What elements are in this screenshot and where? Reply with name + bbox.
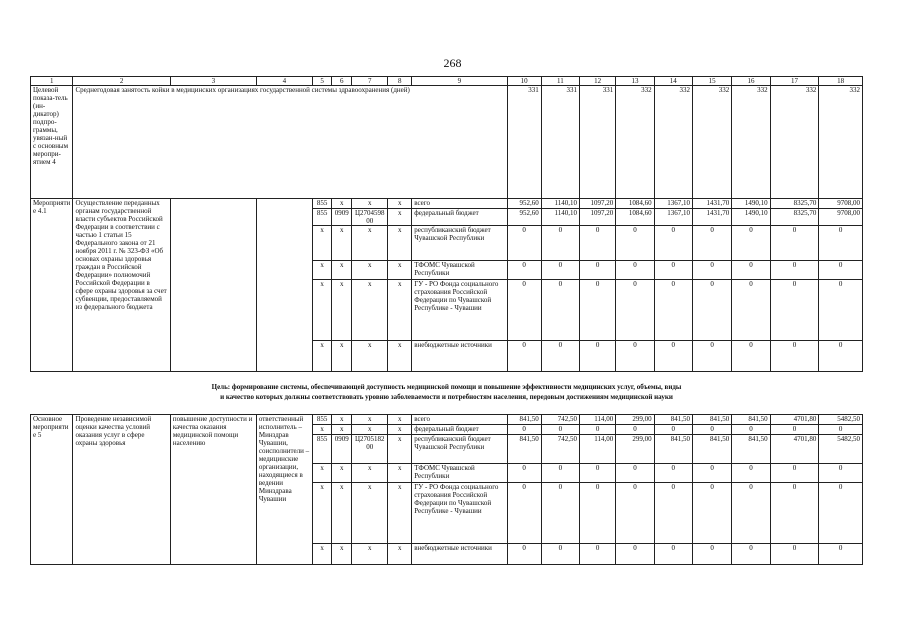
amount-value: 0 (770, 464, 819, 483)
funding-source: всего (412, 415, 507, 425)
amount-value: 0 (507, 483, 541, 544)
amount-value: 1097,20 (580, 199, 616, 209)
amount-value: 4701,80 (770, 415, 819, 425)
amount-value: 841,50 (507, 415, 541, 425)
code-target: x (352, 425, 388, 435)
amount-value: 0 (819, 226, 863, 261)
code-type: x (388, 280, 412, 341)
amount-value: 0 (770, 544, 819, 565)
amount-value: 299,00 (616, 435, 654, 464)
funding-source: внебюджетные источники (412, 544, 507, 565)
amount-value: 0 (580, 544, 616, 565)
funding-source: федеральный бюджет (412, 425, 507, 435)
code-type: x (388, 226, 412, 261)
main-measure-text: Проведение независимой оценки качества условий оказания услуг в сфере охраны здоровья (73, 415, 170, 565)
amount-value: 0 (732, 280, 770, 341)
code-target: x (352, 483, 388, 544)
amount-value: 4701,80 (770, 435, 819, 464)
amount-value: 0 (819, 341, 863, 372)
amount-value: 0 (692, 544, 731, 565)
funding-source: ГУ - РО Фонда социального страхования Российской Федерации по Чувашской Республике - Чувашии (412, 280, 507, 341)
amount-value: 114,00 (580, 415, 616, 425)
amount-value: 0 (616, 261, 654, 280)
amount-value: 0 (654, 483, 692, 544)
amount-value: 0 (692, 425, 731, 435)
code-target: x (352, 464, 388, 483)
code-type: x (388, 261, 412, 280)
amount-value: 0 (692, 226, 731, 261)
amount-value: 0 (541, 261, 579, 280)
measure-executor (256, 199, 312, 372)
amount-value: 5482,50 (819, 415, 863, 425)
code-grbs: 855 (312, 435, 332, 464)
amount-value: 0 (654, 280, 692, 341)
amount-value: 0 (770, 280, 819, 341)
column-number: 11 (541, 77, 579, 86)
code-grbs: x (312, 261, 332, 280)
amount-value: 0 (507, 261, 541, 280)
goal-heading (30, 382, 863, 402)
amount-value: 1084,60 (616, 199, 654, 209)
amount-value: 9708,00 (819, 209, 863, 226)
indicator-value: 332 (654, 86, 692, 199)
main-measure-table (30, 414, 863, 565)
goal-line-1: Цель: формирование системы, обеспечивающей доступность медицинской помощи и повышение эффективности медицинских услуг, объемы, виды (211, 383, 682, 391)
amount-value: 952,60 (507, 209, 541, 226)
amount-value: 0 (616, 341, 654, 372)
amount-value: 0 (507, 280, 541, 341)
main-measure-result: повышение доступности и качества оказания медицинской помощи населению (170, 415, 256, 565)
amount-value: 0 (654, 261, 692, 280)
amount-value: 0 (692, 464, 731, 483)
amount-value: 0 (541, 226, 579, 261)
header-row (31, 77, 863, 86)
amount-value: 0 (732, 483, 770, 544)
code-type: x (388, 425, 412, 435)
column-number: 9 (412, 77, 507, 86)
code-target: x (352, 226, 388, 261)
indicator-row (31, 86, 863, 199)
amount-value: 0 (616, 425, 654, 435)
funding-source: внебюджетные источники (412, 341, 507, 372)
indicator-value: 331 (507, 86, 541, 199)
indicator-value: 332 (616, 86, 654, 199)
amount-value: 0 (654, 464, 692, 483)
code-type: x (388, 544, 412, 565)
amount-value: 841,50 (732, 435, 770, 464)
code-type: x (388, 199, 412, 209)
amount-value: 841,50 (654, 415, 692, 425)
amount-value: 1367,10 (654, 199, 692, 209)
code-section: x (332, 425, 352, 435)
amount-value: 1140,10 (541, 199, 579, 209)
amount-value: 9708,00 (819, 199, 863, 209)
code-type: x (388, 483, 412, 544)
amount-value: 1431,70 (692, 209, 731, 226)
code-grbs: x (312, 280, 332, 341)
indicator-value: 332 (692, 86, 731, 199)
amount-value: 1367,10 (654, 209, 692, 226)
column-number: 6 (332, 77, 352, 86)
amount-value: 0 (732, 464, 770, 483)
amount-value: 0 (580, 280, 616, 341)
amount-value: 0 (541, 280, 579, 341)
amount-value: 1490,10 (732, 199, 770, 209)
column-number: 1 (31, 77, 73, 86)
code-section: x (332, 544, 352, 565)
code-target: x (352, 544, 388, 565)
code-grbs: x (312, 341, 332, 372)
amount-value: 742,50 (541, 435, 579, 464)
code-grbs: x (312, 483, 332, 544)
code-target: x (352, 415, 388, 425)
column-number: 17 (770, 77, 819, 86)
code-grbs: x (312, 425, 332, 435)
amount-value: 0 (507, 226, 541, 261)
measure-row (31, 199, 863, 209)
amount-value: 0 (507, 544, 541, 565)
amount-value: 0 (770, 483, 819, 544)
amount-value: 0 (692, 280, 731, 341)
measure-label: Мероприятие 4.1 (31, 199, 73, 372)
indicator-value: 332 (770, 86, 819, 199)
code-section: x (332, 341, 352, 372)
column-number: 15 (692, 77, 731, 86)
amount-value: 742,50 (541, 415, 579, 425)
code-section: x (332, 464, 352, 483)
code-grbs: 855 (312, 199, 332, 209)
amount-value: 0 (541, 544, 579, 565)
indicator-value: 332 (732, 86, 770, 199)
amount-value: 0 (770, 261, 819, 280)
column-number: 10 (507, 77, 541, 86)
funding-source: всего (412, 199, 507, 209)
measure-result (170, 199, 256, 372)
amount-value: 8325,70 (770, 209, 819, 226)
indicator-value: 331 (541, 86, 579, 199)
amount-value: 0 (692, 261, 731, 280)
amount-value: 0 (580, 464, 616, 483)
amount-value: 0 (654, 544, 692, 565)
funding-source: федеральный бюджет (412, 209, 507, 226)
funding-source: республиканский бюджет Чувашской Республики (412, 435, 507, 464)
column-number: 2 (73, 77, 170, 86)
amount-value: 1431,70 (692, 199, 731, 209)
amount-value: 0 (507, 464, 541, 483)
amount-value: 841,50 (692, 415, 731, 425)
code-section: x (332, 261, 352, 280)
column-number: 3 (170, 77, 256, 86)
code-type: x (388, 435, 412, 464)
indicator-value: 331 (580, 86, 616, 199)
amount-value: 0 (616, 544, 654, 565)
code-target: Ц2704598 00 (352, 209, 388, 226)
amount-value: 0 (541, 341, 579, 372)
amount-value: 0 (507, 425, 541, 435)
amount-value: 1490,10 (732, 209, 770, 226)
amount-value: 841,50 (654, 435, 692, 464)
amount-value: 0 (770, 341, 819, 372)
amount-value: 114,00 (580, 435, 616, 464)
amount-value: 0 (616, 483, 654, 544)
amount-value: 0 (732, 226, 770, 261)
amount-value: 1140,10 (541, 209, 579, 226)
code-section: x (332, 415, 352, 425)
amount-value: 0 (819, 544, 863, 565)
column-number: 5 (312, 77, 332, 86)
amount-value: 0 (616, 280, 654, 341)
code-grbs: x (312, 464, 332, 483)
funding-source: ГУ - РО Фонда социального страхования Российской Федерации по Чувашской Республике - Чувашии (412, 483, 507, 544)
column-number: 18 (819, 77, 863, 86)
column-number: 12 (580, 77, 616, 86)
amount-value: 0 (654, 226, 692, 261)
code-section: 0909 (332, 435, 352, 464)
measure-text: Осуществление переданных органам государственной власти субъектов Российской Федерации в соответствии с частью 1 статьи 15 Федерального закона от 21 ноября 2011 г. № 323-ФЗ «Об основах охраны здоровья граждан в Российской Федерации» полномочий Российской Федерации в сфере охраны здоровья за счет субвенции, предоставляемой из федерального бюджета (73, 199, 170, 372)
amount-value: 0 (732, 261, 770, 280)
code-grbs: 855 (312, 415, 332, 425)
code-type: x (388, 209, 412, 226)
code-section: x (332, 199, 352, 209)
amount-value: 0 (616, 464, 654, 483)
amount-value: 0 (770, 425, 819, 435)
amount-value: 0 (580, 261, 616, 280)
amount-value: 841,50 (732, 415, 770, 425)
amount-value: 0 (580, 483, 616, 544)
main-measure-executor: ответственный исполнитель – Минздрав Чувашии, соисполнители – медицинские организации, находящиеся в ведении Минздрава Чувашии (256, 415, 312, 565)
amount-value: 0 (580, 425, 616, 435)
amount-value: 0 (819, 261, 863, 280)
program-table (30, 76, 863, 372)
code-grbs: 855 (312, 209, 332, 226)
code-target: x (352, 261, 388, 280)
amount-value: 0 (507, 341, 541, 372)
indicator-value: 332 (819, 86, 863, 199)
column-number: 13 (616, 77, 654, 86)
code-target: x (352, 199, 388, 209)
column-number: 7 (352, 77, 388, 86)
amount-value: 1084,60 (616, 209, 654, 226)
amount-value: 0 (692, 483, 731, 544)
funding-source: ТФОМС Чувашской Республики (412, 261, 507, 280)
amount-value: 0 (654, 341, 692, 372)
page-number: 268 (443, 56, 462, 70)
amount-value: 299,00 (616, 415, 654, 425)
code-section: x (332, 280, 352, 341)
column-number: 16 (732, 77, 770, 86)
code-target: Ц270518200 (352, 435, 388, 464)
column-number: 14 (654, 77, 692, 86)
code-section: x (332, 226, 352, 261)
amount-value: 8325,70 (770, 199, 819, 209)
main-measure-label: Основное мероприятие 5 (31, 415, 73, 565)
amount-value: 1097,20 (580, 209, 616, 226)
funding-source: республиканский бюджет Чувашской Республики (412, 226, 507, 261)
amount-value: 0 (616, 226, 654, 261)
amount-value: 841,50 (507, 435, 541, 464)
amount-value: 0 (770, 226, 819, 261)
code-target: x (352, 341, 388, 372)
code-section: 0909 (332, 209, 352, 226)
amount-value: 0 (732, 341, 770, 372)
amount-value: 0 (732, 544, 770, 565)
amount-value: 952,60 (507, 199, 541, 209)
amount-value: 0 (580, 226, 616, 261)
code-grbs: x (312, 544, 332, 565)
amount-value: 0 (541, 483, 579, 544)
amount-value: 0 (580, 341, 616, 372)
amount-value: 0 (819, 483, 863, 544)
main-measure-row (31, 415, 863, 425)
amount-value: 0 (819, 464, 863, 483)
column-number: 4 (256, 77, 312, 86)
indicator-label: Целевой показа-тель (ин-дикатор) подпро-граммы, увязан-ный с основным меропри-ятием 4 (31, 86, 73, 199)
goal-line-2: и качество которых должны соответствовать уровню заболеваемости и потребностям населения, передовым достижениям медицинской науки (220, 393, 673, 401)
amount-value: 841,50 (692, 435, 731, 464)
amount-value: 0 (819, 280, 863, 341)
column-number: 8 (388, 77, 412, 86)
amount-value: 5482,50 (819, 435, 863, 464)
code-type: x (388, 464, 412, 483)
amount-value: 0 (692, 341, 731, 372)
code-target: x (352, 280, 388, 341)
code-section: x (332, 483, 352, 544)
amount-value: 0 (654, 425, 692, 435)
amount-value: 0 (732, 425, 770, 435)
amount-value: 0 (541, 425, 579, 435)
amount-value: 0 (819, 425, 863, 435)
code-grbs: x (312, 226, 332, 261)
code-type: x (388, 415, 412, 425)
indicator-text: Среднегодовая занятость койки в медицинских организациях государственной системы здравоохранения (дней) (73, 86, 507, 199)
code-type: x (388, 341, 412, 372)
funding-source: ТФОМС Чувашской Республики (412, 464, 507, 483)
amount-value: 0 (541, 464, 579, 483)
